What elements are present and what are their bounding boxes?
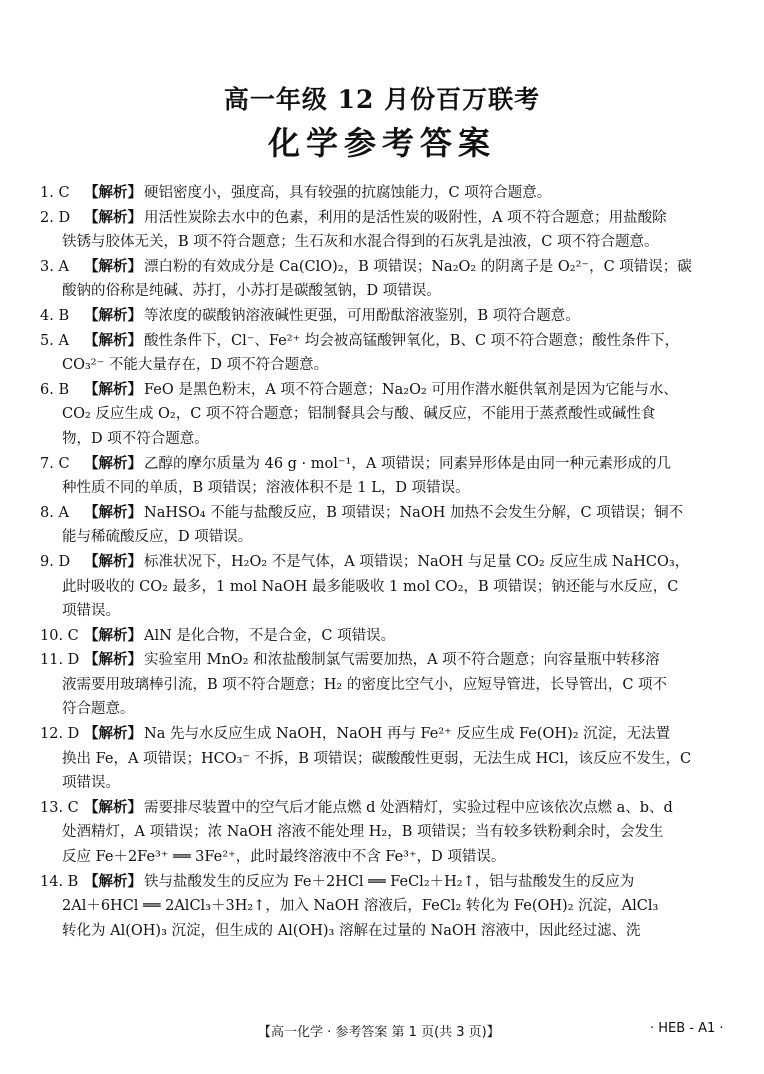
answer-text-line: 硬铝密度小，强度高，具有较强的抗腐蚀能力，C 项符合题意。 — [144, 185, 552, 201]
answer-text-line: 标准状况下，H₂O₂ 不是气体，A 项错误；NaOH 与足量 CO₂ 反应生成 NaHCO₃， — [144, 553, 690, 570]
analysis-tag: 【解析】 — [84, 381, 142, 398]
answer-text-line: 能与稀硫酸反应，D 项错误。 — [62, 529, 253, 546]
answer-text-line: 液需要用玻璃棒引流，B 项不符合题意；H₂ 的密度比空气小，应短导管进，长导管出，C 项不 — [62, 676, 668, 693]
analysis-tag: 【解析】 — [84, 652, 142, 669]
answer-text-line: 换出 Fe，A 项错误；HCO₃⁻ 不拆，B 项错误；碳酸酸性更弱，无法生成 HCl，该反应不发生，C — [62, 750, 692, 767]
answer-number: 8. A — [40, 504, 69, 521]
analysis-tag: 【解析】 — [84, 185, 142, 201]
answer-text-line: 用活性炭除去水中的色素，利用的是活性炭的吸附性，A 项不符合题意；用盐酸除 — [144, 209, 667, 226]
document-title: 高一年级 12 月份百万联考 — [223, 85, 541, 114]
answer-item — [40, 501, 730, 550]
answer-item — [40, 206, 730, 255]
analysis-tag: 【解析】 — [84, 726, 142, 743]
answer-number: 2. D — [40, 209, 71, 226]
analysis-tag: 【解析】 — [84, 307, 142, 324]
analysis-tag: 【解析】 — [84, 209, 142, 226]
answer-item — [40, 722, 730, 796]
answer-number: 6. B — [40, 381, 70, 398]
analysis-tag: 【解析】 — [84, 258, 142, 275]
answer-text-line: 物，D 项不符合题意。 — [62, 430, 209, 447]
analysis-tag: 【解析】 — [84, 553, 142, 570]
answer-text-line: 酸性条件下，Cl⁻、Fe²⁺ 均会被高锰酸钾氧化，B、C 项不符合题意；酸性条件下， — [144, 332, 680, 349]
answer-item — [40, 378, 730, 452]
analysis-tag: 【解析】 — [84, 627, 142, 644]
answer-item — [40, 452, 730, 501]
answer-text-line: 处酒精灯，A 项错误；浓 NaOH 溶液不能处理 H₂，B 项错误；当有较多铁粉剩余时，会发生 — [62, 824, 664, 841]
answer-text-line: 铁与盐酸发生的反应为 Fe＋2HCl ══ FeCl₂＋H₂↑，铝与盐酸发生的反应为 — [144, 873, 635, 890]
answer-text-line: 漂白粉的有效成分是 Ca(ClO)₂，B 项错误；Na₂O₂ 的阴离子是 O₂²⁻，C 项错误；碳 — [144, 258, 692, 275]
answer-text-line: 转化为 Al(OH)₃ 沉淀，但生成的 Al(OH)₃ 溶解在过量的 NaOH 溶液中，因此经过滤、洗 — [62, 922, 641, 939]
answer-number: 3. A — [40, 258, 69, 275]
answer-number: 13. C — [40, 799, 79, 816]
answer-item — [40, 550, 730, 624]
analysis-tag: 【解析】 — [84, 873, 142, 890]
answer-text-line: 反应 Fe＋2Fe³⁺ ══ 3Fe²⁺，此时最终溶液中不含 Fe³⁺，D 项错误。 — [62, 849, 506, 866]
answer-text-line: CO₂ 反应生成 O₂，C 项不符合题意；铝制餐具会与酸、碱反应，不能用于蒸煮酸性或碱性食 — [62, 406, 656, 423]
answer-text-line: 符合题意。 — [62, 701, 135, 718]
document-subtitle: 化学参考答案 — [267, 124, 496, 162]
analysis-tag: 【解析】 — [84, 799, 142, 816]
answer-number: 12. D — [40, 726, 80, 743]
answer-number: 5. A — [40, 332, 69, 349]
answer-number: 1. C — [40, 185, 70, 201]
answer-text-line: 此时吸收的 CO₂ 最多，1 mol NaOH 最多能吸收 1 mol CO₂，B 项错误；钠还能与水反应，C — [62, 578, 679, 595]
answer-text-line: 需要排尽装置中的空气后才能点燃 d 处酒精灯，实验过程中应该依次点燃 a、b、d — [144, 799, 673, 816]
answer-text-line: 项错误。 — [62, 603, 120, 620]
answer-item — [40, 648, 730, 722]
answer-item — [40, 304, 730, 329]
answer-number: 11. D — [40, 652, 80, 669]
analysis-tag: 【解析】 — [84, 455, 142, 472]
answer-text-line: Na 先与水反应生成 NaOH，NaOH 再与 Fe²⁺ 反应生成 Fe(OH)₂ 沉淀，无法置 — [144, 726, 671, 743]
analysis-tag: 【解析】 — [84, 332, 142, 349]
answer-item — [40, 796, 730, 870]
answer-list — [40, 181, 730, 943]
answer-item — [40, 329, 730, 378]
answer-number: 9. D — [40, 553, 71, 570]
answer-text-line: 项错误。 — [62, 775, 120, 792]
answer-number: 4. B — [40, 307, 70, 324]
answer-text-line: FeO 是黑色粉末，A 项不符合题意；Na₂O₂ 可用作潜水艇供氧剂是因为它能与水、 — [144, 381, 678, 398]
footer-page-info: 【高一化学 · 参考答案 第 1 页(共 3 页)】 — [258, 1025, 500, 1040]
answer-number: 14. B — [40, 873, 79, 890]
answer-text-line: 种性质不同的单质，B 项错误；溶液体积不是 1 L，D 项错误。 — [62, 480, 470, 497]
answer-text-line: 实验室用 MnO₂ 和浓盐酸制氯气需要加热，A 项不符合题意；向容量瓶中转移溶 — [144, 652, 660, 669]
answer-number: 7. C — [40, 455, 70, 472]
answer-text-line: CO₃²⁻ 不能大量存在，D 项不符合题意。 — [62, 357, 329, 374]
answer-text-line: 2Al＋6HCl ══ 2AlCl₃＋3H₂↑，加入 NaOH 溶液后，FeCl₂ 转化为 Fe(OH)₂ 沉淀，AlCl₃ — [62, 898, 659, 915]
answer-text-line: AlN 是化合物，不是合金，C 项错误。 — [144, 627, 396, 644]
answer-item — [40, 870, 730, 944]
answer-text-line: 等浓度的碳酸钠溶液碱性更强，可用酚酞溶液鉴别，B 项符合题意。 — [144, 307, 580, 324]
footer-code: · HEB - A1 · — [650, 1021, 724, 1036]
answer-text-line: 酸钠的俗称是纯碱、苏打，小苏打是碳酸氢钠，D 项错误。 — [62, 283, 441, 300]
answer-text-line: NaHSO₄ 不能与盐酸反应，B 项错误；NaOH 加热不会发生分解，C 项错误；铜不 — [144, 504, 684, 521]
answer-item — [40, 624, 730, 649]
answer-text-line: 乙醇的摩尔质量为 46 g · mol⁻¹，A 项错误；同素异形体是由同一种元素形成的几 — [144, 455, 671, 472]
answer-text-line: 铁锈与胶体无关，B 项不符合题意；生石灰和水混合得到的石灰乳是浊液，C 项不符合题意。 — [62, 234, 659, 251]
answer-item — [40, 181, 730, 206]
analysis-tag: 【解析】 — [84, 504, 142, 521]
answer-number: 10. C — [40, 627, 79, 644]
answer-item — [40, 255, 730, 304]
